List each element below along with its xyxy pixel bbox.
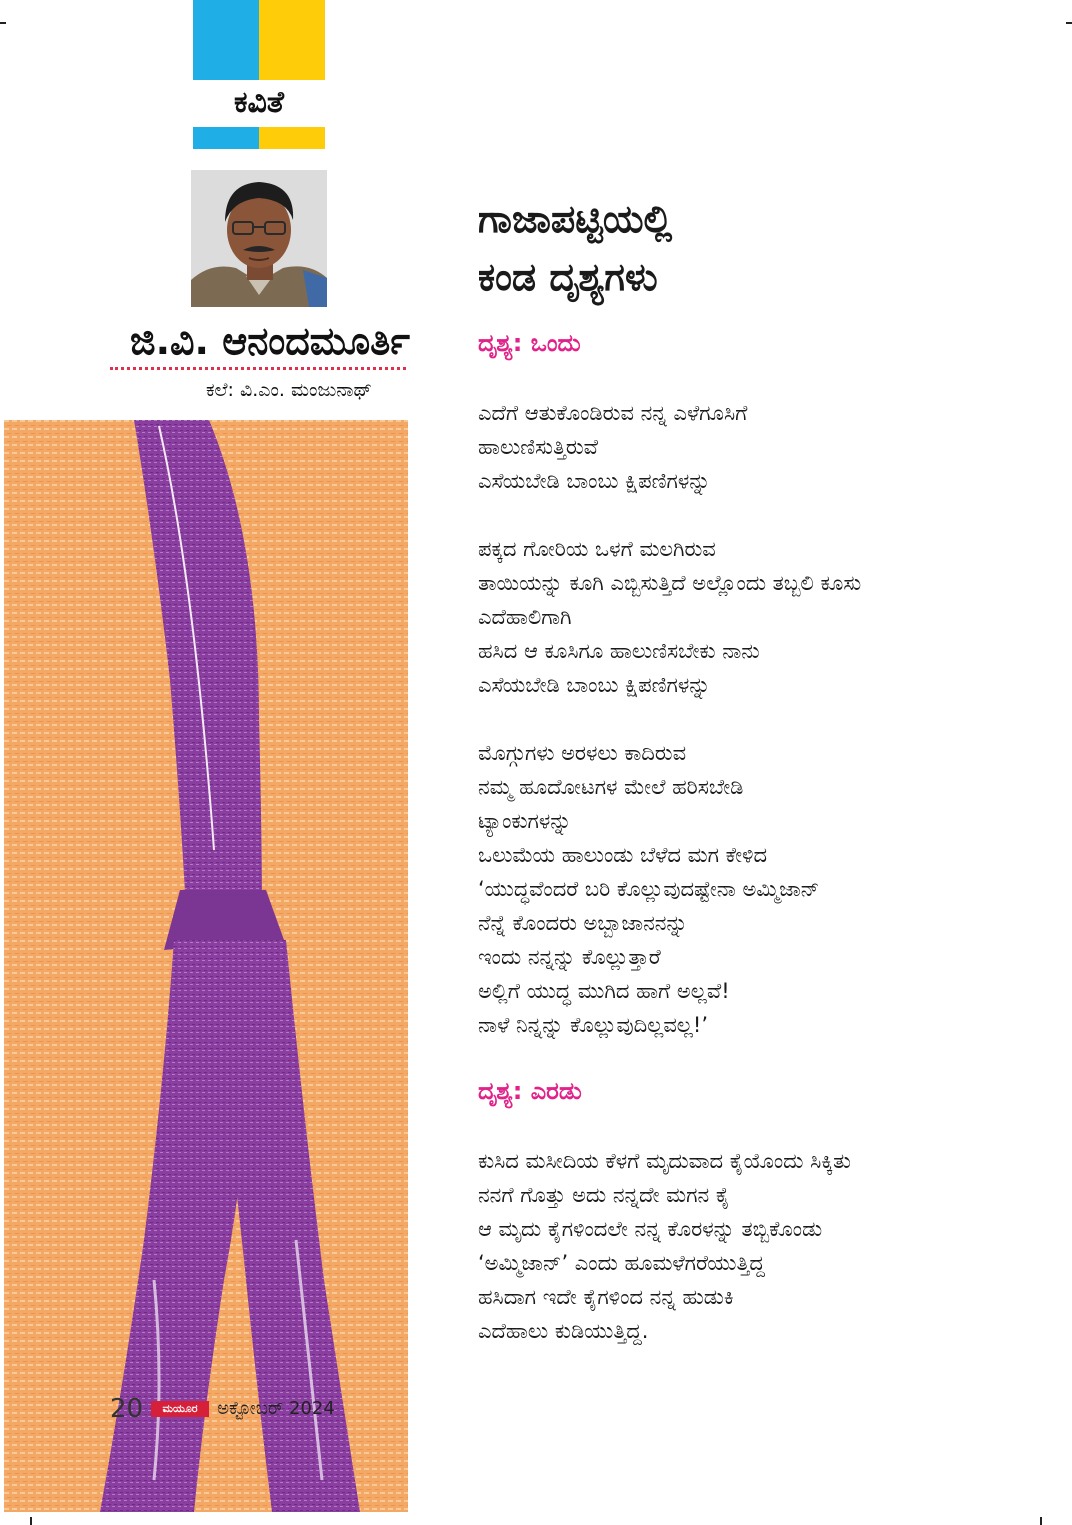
author-divider bbox=[110, 367, 406, 370]
poem-line: ಒಲುಮೆಯ ಹಾಲುಂಡು ಬೆಳೆದ ಮಗ ಕೇಳಿದ bbox=[478, 843, 768, 867]
poem-line: ಇಂದು ನನ್ನನ್ನು ಕೊಲ್ಲುತ್ತಾರೆ bbox=[478, 945, 661, 969]
poem-line: ಟ್ಯಾಂಕುಗಳನ್ನು bbox=[478, 809, 572, 833]
poem-line: ತಾಯಿಯನ್ನು ಕೂಗಿ ಎಬ್ಬಿಸುತ್ತಿದೆ ಅಲ್ಲೊಂದು ತಬ್ಬಲಿ ಕೂಸು bbox=[478, 571, 862, 595]
section-tag bbox=[193, 0, 325, 150]
crop-mark-bottom-left bbox=[30, 1517, 32, 1525]
scene-heading: ದೃಶ್ಯ: ಎರಡು bbox=[478, 1077, 582, 1105]
tag-yellow-bar-top bbox=[259, 0, 325, 80]
poem-line: ಎದೆಹಾಲಿಗಾಗಿ bbox=[478, 605, 572, 629]
crop-mark-bottom-right bbox=[1040, 1517, 1042, 1525]
tag-blue-bar-top bbox=[193, 0, 259, 80]
tag-yellow-bar-bottom bbox=[259, 127, 325, 149]
stanza bbox=[478, 532, 1058, 702]
poem-line: ಎಸೆಯಬೇಡಿ ಬಾಂಬು ಕ್ಷಿಪಣಿಗಳನ್ನು bbox=[478, 469, 711, 493]
poem-line: ನಾಳೆ ನಿನ್ನನ್ನು ಕೊಲ್ಲುವುದಿಲ್ಲವಲ್ಲ!’ bbox=[478, 1013, 709, 1037]
stanza bbox=[478, 1144, 1058, 1348]
art-credit: ಕಲೆ: ವಿ.ಎಂ. ಮಂಜುನಾಥ್ bbox=[205, 379, 372, 401]
poem-line: ನಮ್ಮ ಹೂದೋಟಗಳ ಮೇಲೆ ಹರಿಸಬೇಡಿ bbox=[478, 775, 744, 799]
poem-line: ಅಲ್ಲಿಗೆ ಯುದ್ಧ ಮುಗಿದ ಹಾಗೆ ಅಲ್ಲವೆ! bbox=[478, 979, 730, 1003]
crop-mark-top-left bbox=[0, 22, 6, 24]
poem-line: ಎಸೆಯಬೇಡಿ ಬಾಂಬು ಕ್ಷಿಪಣಿಗಳನ್ನು bbox=[478, 673, 711, 697]
poem-line: ಮೊಗ್ಗುಗಳು ಅರಳಲು ಕಾದಿರುವ bbox=[478, 741, 687, 765]
poem-line: ‘ಅಮ್ಮಿಜಾನ್’ ಎಂದು ಹೂಮಳೆಗರೆಯುತ್ತಿದ್ದ bbox=[478, 1251, 765, 1275]
poem-line: ನೆನ್ನೆ ಕೊಂದರು ಅಬ್ಬಾಜಾನನನ್ನು bbox=[478, 911, 688, 935]
crop-mark-top-right bbox=[1066, 22, 1072, 24]
author-name: ಜಿ.ವಿ. ಆನಂದಮೂರ್ತಿ bbox=[130, 319, 410, 363]
scene-heading: ದೃಶ್ಯ: ಒಂದು bbox=[478, 329, 581, 357]
poem-line: ಹಸಿದ ಆ ಕೂಸಿಗೂ ಹಾಲುಣಿಸಬೇಕು ನಾನು bbox=[478, 639, 760, 663]
page-footer bbox=[110, 1394, 335, 1424]
issue-date: ಅಕ್ಟೋಬರ್ 2024 bbox=[217, 1398, 335, 1419]
poem-line: ಕುಸಿದ ಮಸೀದಿಯ ಕೆಳಗೆ ಮೃದುವಾದ ಕೈಯೊಂದು ಸಿಕ್ಕಿತು bbox=[478, 1149, 851, 1173]
page-number: 20 bbox=[110, 1394, 144, 1424]
author-photo bbox=[191, 170, 327, 307]
poem-line: ಹಸಿದಾಗ ಇದೇ ಕೈಗಳಿಂದ ನನ್ನ ಹುಡುಕಿ bbox=[478, 1285, 734, 1309]
stanza bbox=[478, 396, 1058, 498]
poem-line: ನನಗೆ ಗೊತ್ತು ಅದು ನನ್ನದೇ ಮಗನ ಕೈ bbox=[478, 1183, 730, 1207]
magazine-logo: ಮಯೂರ bbox=[151, 1401, 209, 1417]
poem-line: ಹಾಲುಣಿಸುತ್ತಿರುವೆ bbox=[478, 435, 598, 459]
stanza bbox=[478, 736, 1058, 1042]
artwork-illustration bbox=[4, 420, 408, 1512]
poem-line: ಎದೆಗೆ ಆತುಕೊಂಡಿರುವ ನನ್ನ ಎಳೆಗೂಸಿಗೆ bbox=[478, 401, 748, 425]
poem-line: ಆ ಮೃದು ಕೈಗಳಿಂದಲೇ ನನ್ನ ಕೊರಳನ್ನು ತಬ್ಬಿಕೊಂಡು bbox=[478, 1217, 823, 1241]
poem-line: ಪಕ್ಕದ ಗೋರಿಯ ಒಳಗೆ ಮಲಗಿರುವ bbox=[478, 537, 716, 561]
poem-line: ‘ಯುದ್ಧವೆಂದರೆ ಬರಿ ಕೊಲ್ಲುವುದಷ್ಟೇನಾ ಅಮ್ಮಿಜಾನ್ bbox=[478, 877, 820, 901]
poem-title bbox=[478, 190, 1038, 306]
poem-title-line: ಗಾಜಾಪಟ್ಟಿಯಲ್ಲಿ bbox=[478, 197, 673, 241]
tag-blue-bar-bottom bbox=[193, 127, 259, 149]
poem-title-line: ಕಂಡ ದೃಶ್ಯಗಳು bbox=[478, 255, 658, 299]
section-label: ಕವಿತೆ bbox=[234, 85, 284, 120]
poem-line: ಎದೆಹಾಲು ಕುಡಿಯುತ್ತಿದ್ದ. bbox=[478, 1319, 649, 1343]
